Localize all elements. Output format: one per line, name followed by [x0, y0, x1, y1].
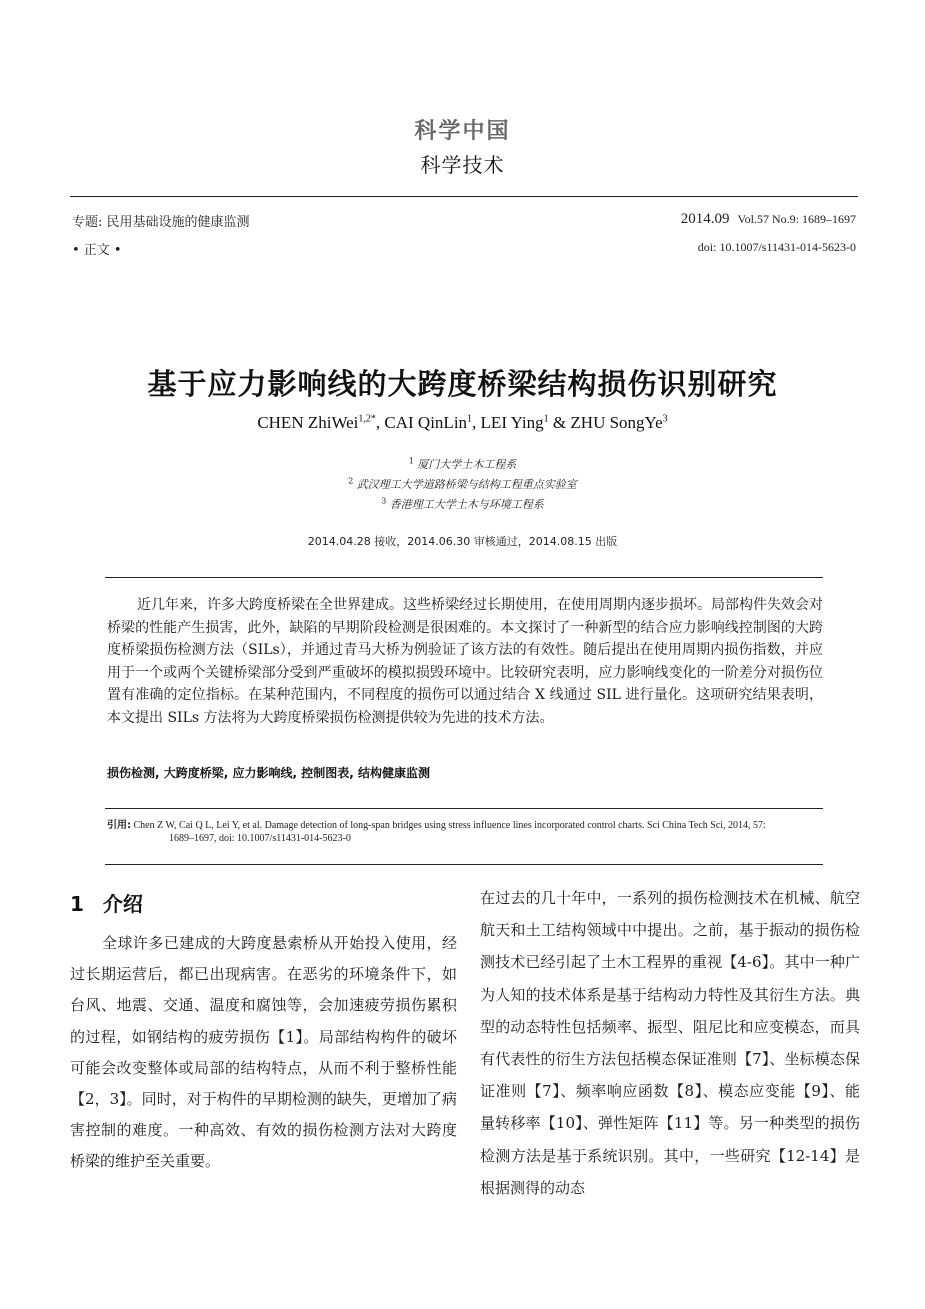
- section-number: 1: [70, 892, 84, 916]
- section-heading: [70, 888, 143, 917]
- journal-name: 科学中国: [414, 119, 511, 144]
- body-left-column: 全球许多已建成的大跨度悬索桥从开始投入使用，经过长期运营后，都已出现病害。在恶劣的环境条件下，如台风、地震、交通、温度和腐蚀等，会加速疲劳损伤累积的过程，如钢结构的疲劳损伤【1】。局部结构构件的破坏可能会改变整体或局部的结构特点，从而不利于整桥性能【2，3】。同时，对于构件的早期检测的缺失，更增加了病害控制的难度。一种高效、有效的损伤检测方法对大跨度桥梁的维护至关重要。: [70, 934, 457, 1171]
- author: ZHU SongYe$^3$: [570, 413, 668, 432]
- issue-info: [681, 210, 856, 228]
- body-right-column: 在过去的几十年中，一系列的损伤检测技术在机械、航空航天和土工结构领域中中提出。之前，基于振动的损伤检测技术已经引起了土木工程界的重视【4-6】。其中一种广为人知的技术体系是基于结构动力特性及其衍生方法。典型的动态特性包括频率、振型、阻尼比和应变模态，而具有代表性的衍生方法包括模态保证准则【7】、坐标模态保证准则【7】、频率响应函数【8】、模态应变能【9】、能量转移率【10】、弹性矩阵【11】等。另一种类型的损伤检测方法是基于系统识别。其中，一些研究【12-14】是根据测得的动态: [480, 889, 860, 1197]
- citation-line-2: 1689–1697, doi: 10.1007/s11431-014-5623-0: [169, 833, 351, 844]
- citation: [107, 819, 823, 845]
- section-title: 介绍: [102, 892, 143, 916]
- header-divider: [70, 196, 858, 197]
- author: LEI Ying$^1$ &: [480, 413, 571, 432]
- abstract-text: 近几年来，许多大跨度桥梁在全世界建成。这些桥梁经过长期使用，在使用周期内逐步损坏。局部构件失效会对桥梁的性能产生损害，此外，缺陷的早期阶段检测是很困难的。本文探讨了一种新型的结合应力影响线控制图的大跨度桥梁损伤检测方法（SILs），并通过青马大桥为例验证了该方法的有效性。随后提出在使用周期内损伤指数，并应用于一个或两个关键桥梁部分受到严重破坏的模拟损毁环境中。比较研究表明，应力影响线变化的一阶差分对损伤位置有准确的定位指标。在某种范围内，不同程度的损伤可以通过结合 X 线通过 SIL 进行量化。这项研究结果表明，本文提出 SILs 方法将为大跨度桥梁损伤检测提供较为先进的技术方法。: [107, 597, 823, 726]
- volume-pages: Vol.57 No.9: 1689–1697: [737, 212, 856, 226]
- citation-line-1: Chen Z W, Cai Q L, Lei Y, et al. Damage detection of long-span bridges using stress influence lines incorporated control charts. Sci China Tech Sci, 2014, 57:: [133, 820, 766, 831]
- publication-dates: 2014.04.28 接收，2014.06.30 审核通过，2014.08.15 出版: [307, 535, 618, 548]
- paper-title: 基于应力影响线的大跨度桥梁结构损伤识别研究: [147, 367, 778, 401]
- doi: doi: 10.1007/s11431-014-5623-0: [697, 240, 856, 254]
- affiliation-3: $^3$ 香港理工大学土木与环境工程系: [381, 496, 544, 511]
- abstract-top-divider: [105, 577, 823, 578]
- author: CAI QinLin$^1$,: [384, 413, 481, 432]
- topic-label: 专题: 民用基础设施的健康监测: [72, 215, 250, 230]
- journal-subtitle: 科学技术: [420, 153, 505, 177]
- citation-label: 引用:: [107, 820, 131, 831]
- citation-bottom-divider: [105, 864, 823, 865]
- affiliation-1: $^1$ 厦门大学土木工程系: [408, 456, 517, 471]
- author-list: [0, 413, 925, 433]
- citation-top-divider: [105, 808, 823, 809]
- affiliation-2: $^2$ 武汉理工大学道路桥梁与结构工程重点实验室: [348, 476, 577, 491]
- author: CHEN ZhiWei$^{1,2*}$,: [257, 413, 385, 432]
- article-type: • 正文 •: [72, 243, 122, 258]
- issue-date: 2014.09: [680, 211, 730, 227]
- keywords: 损伤检测, 大跨度桥梁, 应力影响线, 控制图表, 结构健康监测: [107, 766, 430, 780]
